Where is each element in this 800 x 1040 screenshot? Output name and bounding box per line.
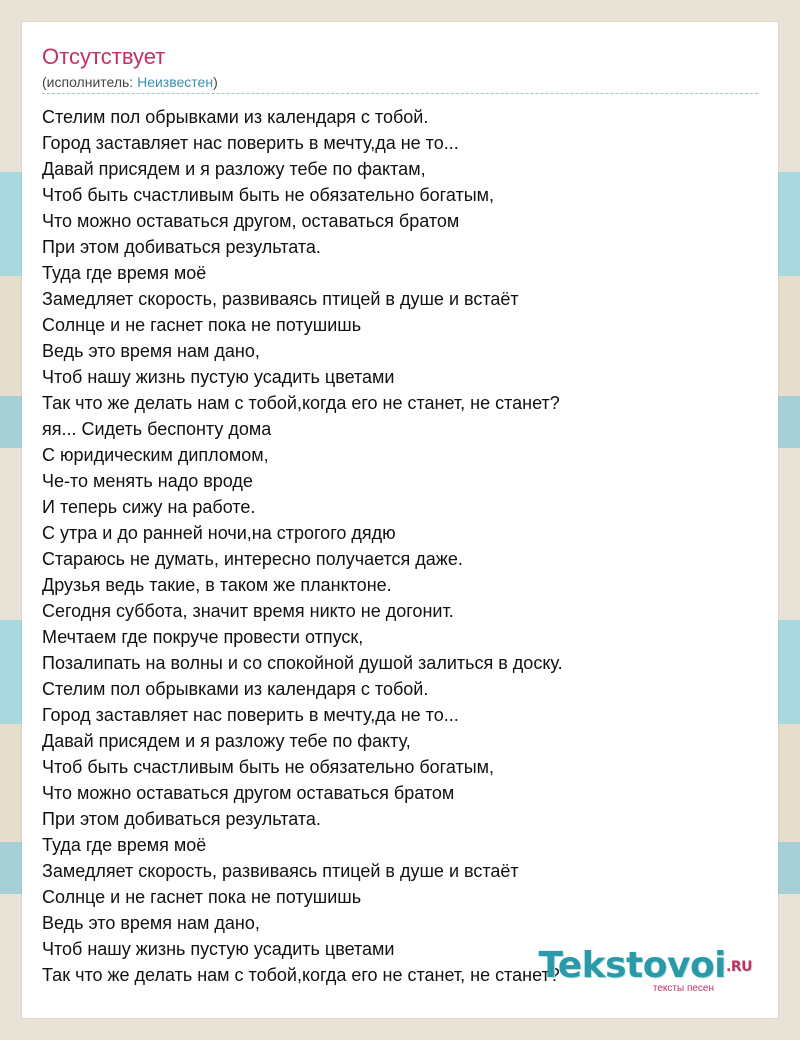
logo-tld: .RU	[726, 959, 752, 975]
lyric-line: Стелим пол обрывками из календаря с тобой.	[42, 679, 429, 699]
lyric-line: Чтоб быть счастливым быть не обязательно богатым,	[42, 185, 495, 205]
lyric-line: Сегодня суббота, значит время никто не догонит.	[42, 601, 454, 621]
meta-prefix: (исполнитель:	[42, 74, 138, 90]
lyrics-card	[22, 22, 778, 1018]
song-title: Отсутствует	[42, 44, 166, 69]
lyric-line: Замедляет скорость, развиваясь птицей в душе и встаёт	[42, 861, 519, 881]
artist-link[interactable]: Неизвестен	[137, 74, 214, 90]
logo-name: Tekstovoi	[538, 945, 727, 986]
lyric-line: С утра и до ранней ночи,на строгого дядю	[42, 523, 396, 543]
lyric-line: Че-то менять надо вроде	[42, 471, 253, 491]
lyric-line: Так что же делать нам с тобой,когда его не станет, не станет?	[42, 965, 560, 985]
lyric-line: Ведь это время нам дано,	[42, 341, 260, 361]
site-logo[interactable]	[538, 945, 752, 994]
lyric-line: Друзья ведь такие, в таком же планктоне.	[42, 575, 392, 595]
lyric-line: Солнце и не гаснет пока не потушишь	[42, 315, 362, 335]
lyric-line: При этом добиваться результата.	[42, 237, 321, 257]
lyric-line: При этом добиваться результата.	[42, 809, 321, 829]
logo-tagline: тексты песен	[652, 983, 714, 994]
lyric-line: Мечтаем где покруче провести отпуск,	[42, 627, 364, 647]
lyric-line: Замедляет скорость, развиваясь птицей в душе и встаёт	[42, 289, 519, 309]
lyric-line: Туда где время моё	[42, 835, 207, 855]
lyric-line: Ведь это время нам дано,	[42, 913, 260, 933]
lyric-line: Так что же делать нам с тобой,когда его не станет, не станет?	[42, 393, 560, 413]
lyric-line: Чтоб нашу жизнь пустую усадить цветами	[42, 367, 395, 387]
song-meta	[42, 73, 218, 91]
lyric-line: Чтоб быть счастливым быть не обязательно богатым,	[42, 757, 495, 777]
meta-suffix: )	[213, 74, 218, 90]
lyric-line: Чтоб нашу жизнь пустую усадить цветами	[42, 939, 395, 959]
lyric-line: Город заставляет нас поверить в мечту,да не то...	[42, 133, 459, 153]
lyric-line: Стараюсь не думать, интересно получается даже.	[42, 549, 463, 569]
lyric-line: С юридическим дипломом,	[42, 445, 269, 465]
lyric-line: Давай присядем и я разложу тебе по факту,	[42, 731, 411, 751]
lyric-line: Солнце и не гаснет пока не потушишь	[42, 887, 362, 907]
lyric-line: яя... Сидеть беспонту дома	[42, 419, 272, 439]
lyric-line: И теперь сижу на работе.	[42, 497, 256, 517]
lyric-line: Город заставляет нас поверить в мечту,да не то...	[42, 705, 459, 725]
lyric-line: Давай присядем и я разложу тебе по фактам,	[42, 159, 426, 179]
logo-wordmark	[538, 945, 752, 986]
lyric-line: Позалипать на волны и со спокойной душой залиться в доску.	[42, 653, 563, 673]
lyric-line: Туда где время моё	[42, 263, 207, 283]
lyric-line: Что можно оставаться другом оставаться братом	[42, 783, 455, 803]
lyric-line: Стелим пол обрывками из календаря с тобой.	[42, 107, 429, 127]
title-divider	[42, 93, 758, 94]
lyrics-text	[42, 104, 758, 988]
lyric-line: Что можно оставаться другом, оставаться братом	[42, 211, 460, 231]
